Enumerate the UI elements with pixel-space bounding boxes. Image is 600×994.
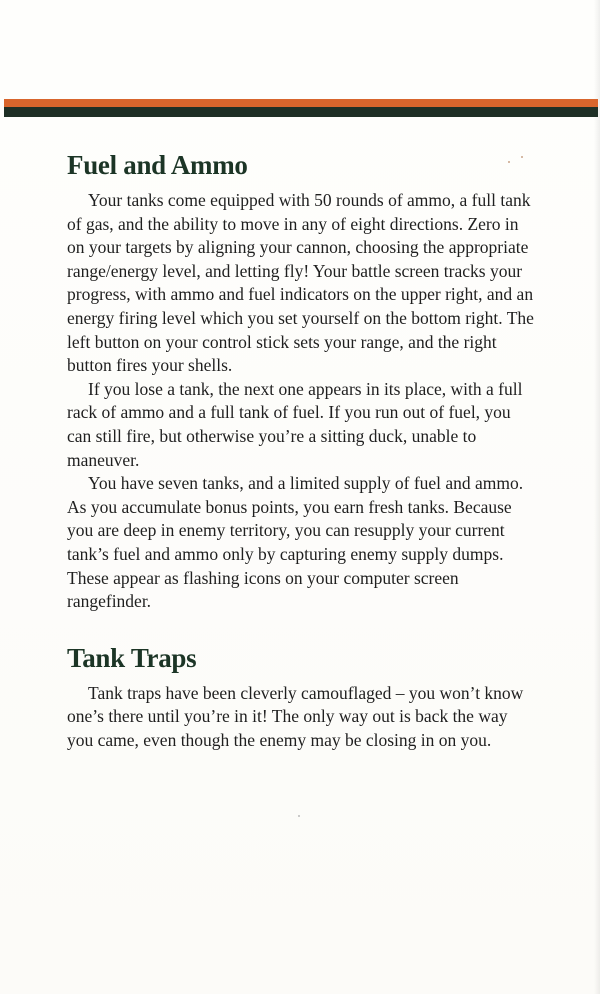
page-edge-shadow — [594, 0, 600, 994]
paragraph: Tank traps have been cleverly camouflaged – you won’t know one’s there until you’re in it! The only way out is back the way you came, even though the enemy may be closing in on you. — [67, 682, 524, 750]
section-heading-fuel-and-ammo: Fuel and Ammo — [67, 150, 248, 180]
page-content — [67, 148, 537, 752]
section-body-tank-traps — [67, 682, 537, 753]
section-body-fuel-and-ammo — [67, 189, 537, 614]
paragraph: Your tanks come equipped with 50 rounds of ammo, a full tank of gas, and the ability to move in any of eight directions. Zero in on your targets by aligning your cannon, choosing the appropriate range/energy level, and letting fly! Your battle screen tracks your progress, with ammo and fuel indicators on the upper right, and an energy firing level which you set yourself on the bottom right. The left button on your control stick sets your range, and the right button fires your shells. — [67, 190, 534, 376]
section-heading-tank-traps: Tank Traps — [67, 642, 197, 673]
paragraph: If you lose a tank, the next one appears in its place, with a full rack of ammo and a full tank of fuel. If you run out of fuel, you can still fire, but otherwise you’re a sitting duck, unable to maneuver. — [67, 378, 523, 470]
header-rule-orange — [4, 99, 598, 107]
paragraph: You have seven tanks, and a limited supply of fuel and ammo. As you accumulate bonus points, you earn fresh tanks. Because you are deep in enemy territory, you can resupply your current tank’s fuel and ammo only by capturing enemy supply dumps. These appear as flashing icons on your computer screen rangefinder. — [67, 473, 524, 612]
paper-speck — [298, 815, 300, 817]
header-rule-green — [4, 107, 598, 117]
